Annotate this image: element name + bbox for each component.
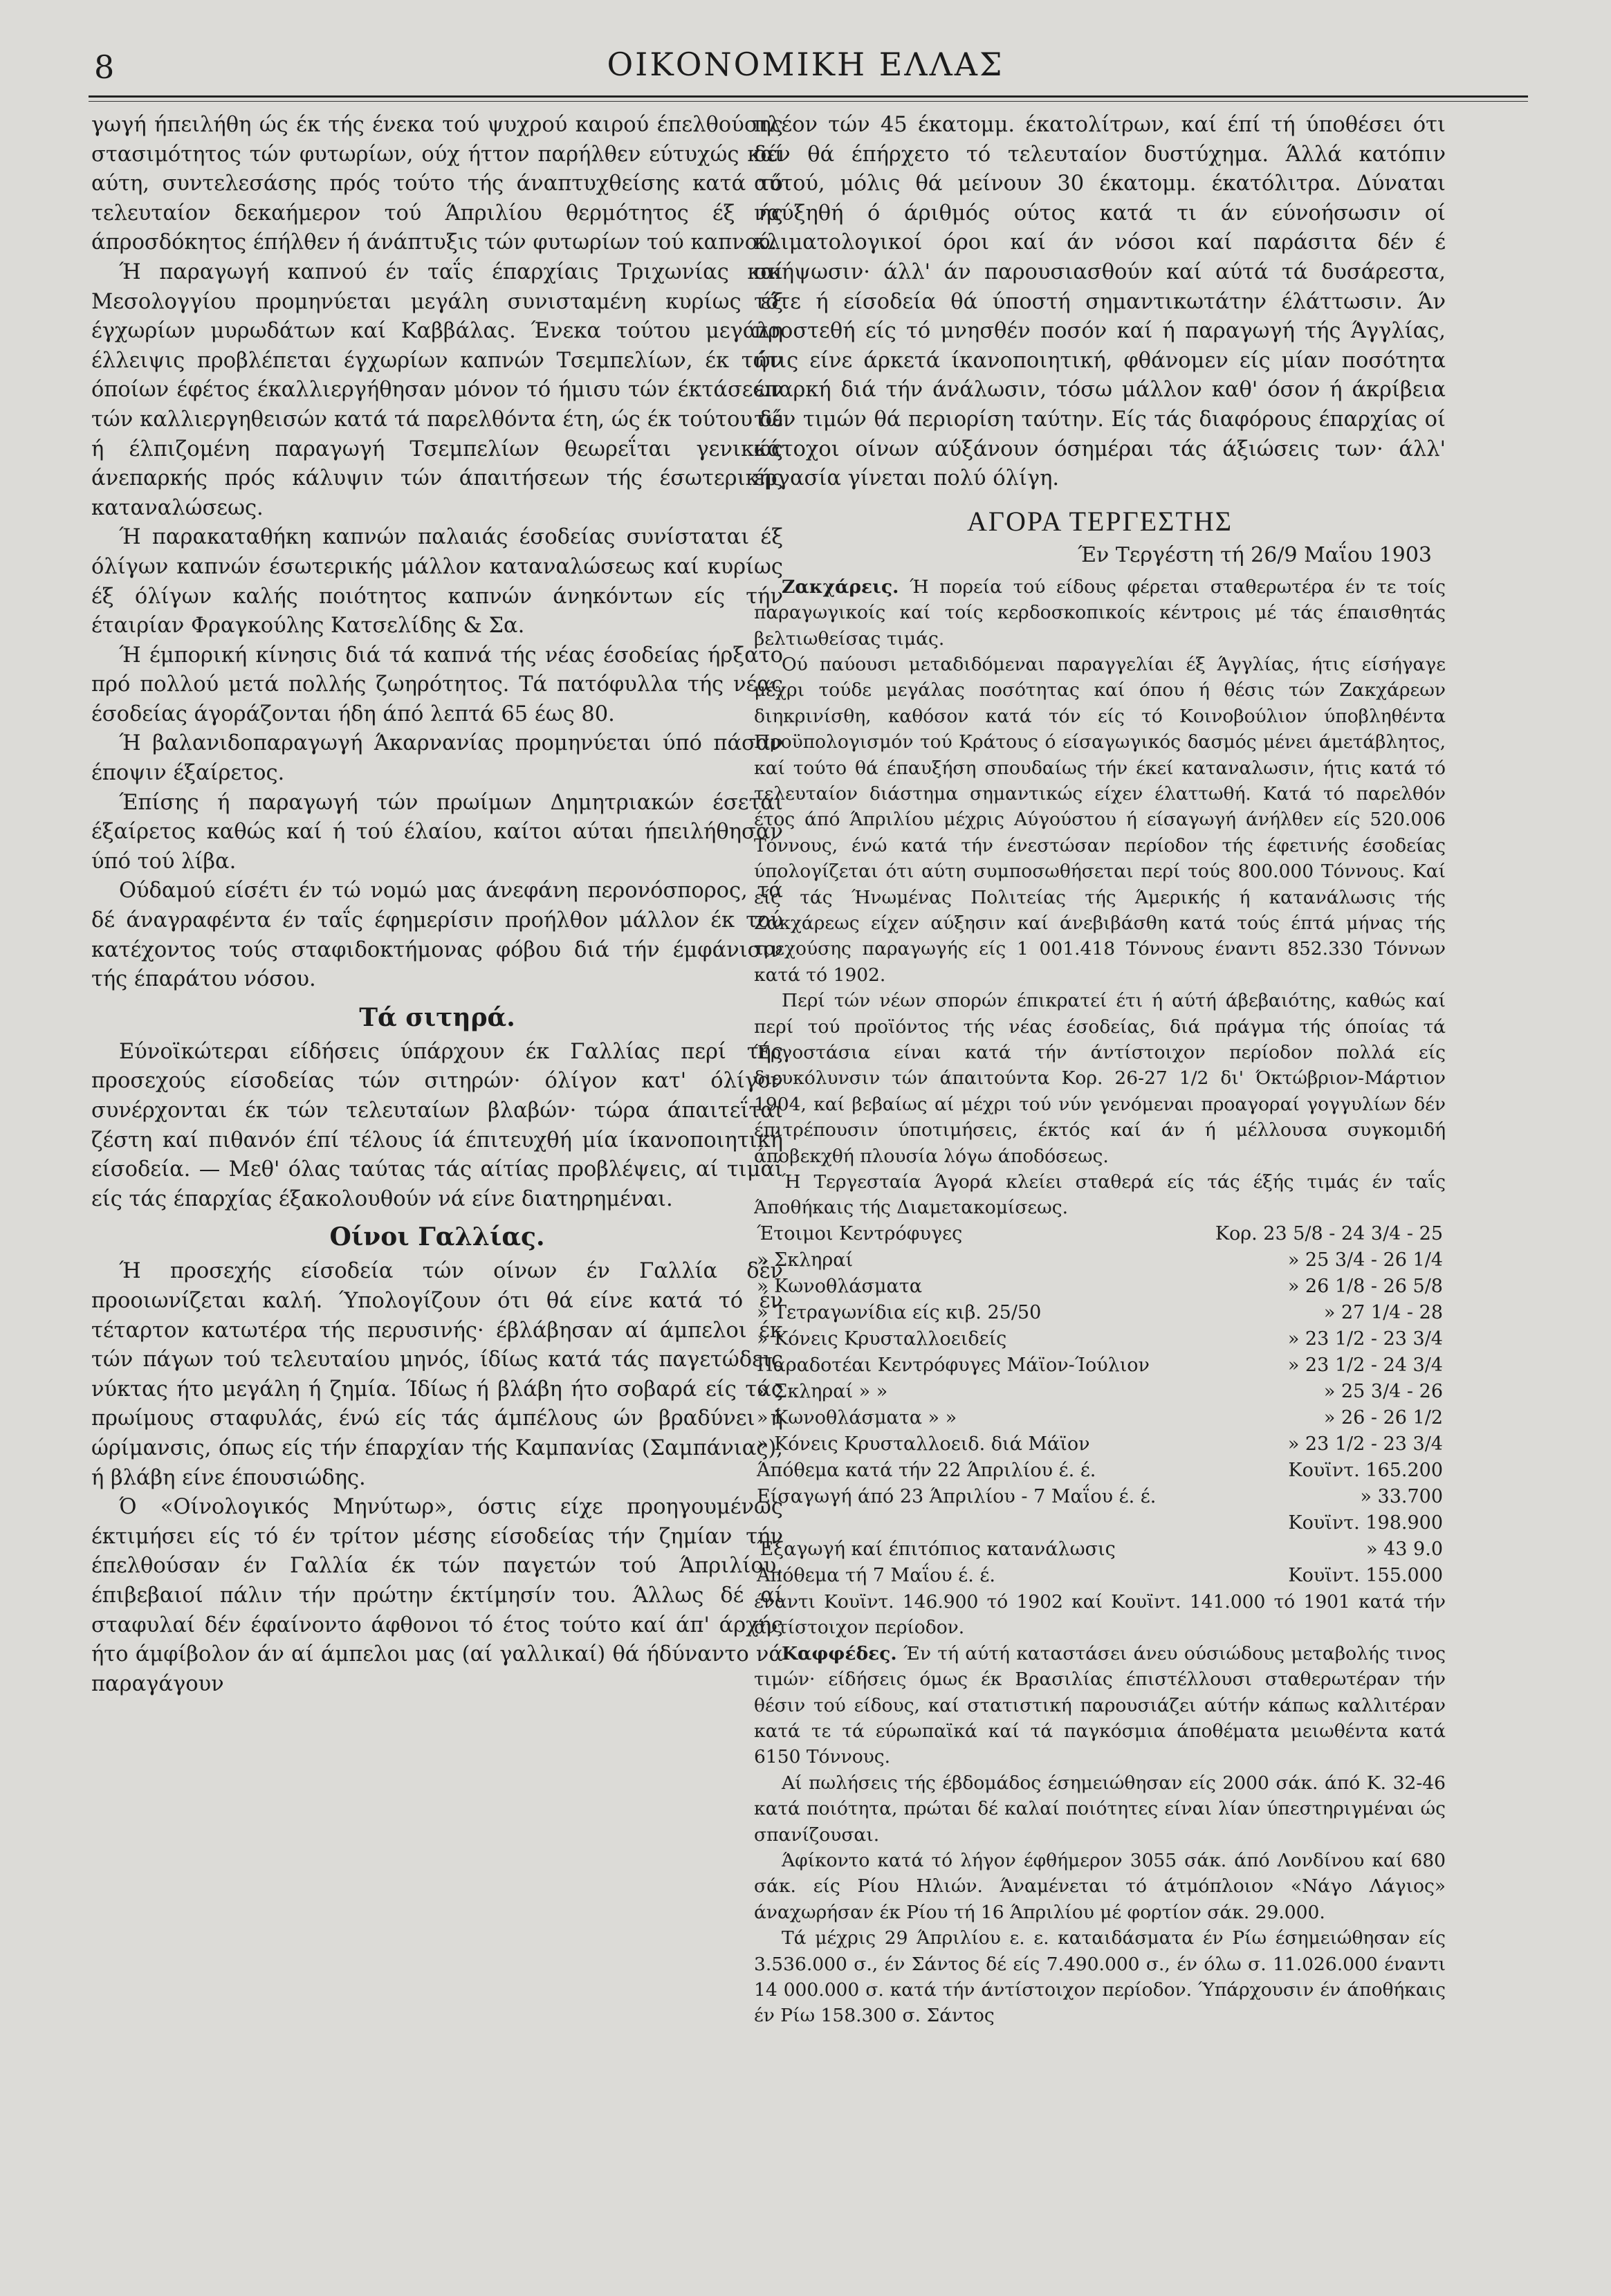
- table-row: [754, 1484, 1446, 1510]
- table-row: [754, 1300, 1446, 1326]
- paragraph: Ούδαμού είσέτι έν τώ νομώ μας άνεφάνη περονόσπορος, τά δέ άναγραφέντα έν ταΐς έφημερίσιν προήλθον μάλλον έκ τού κατέχοντος τούς σταφιδοκτήμονας φόβου διά τήν έμφάνισιν τής έπαράτου νόσου.: [91, 879, 783, 992]
- table-cell-value: » 33.700: [1360, 1485, 1443, 1507]
- lead-word: Ζακχάρεις.: [782, 576, 899, 598]
- table-cell-label: [754, 1510, 1183, 1536]
- table-cell-label: » Κόνεις Κρυσταλλοειδ. διά Μάϊον: [757, 1433, 1090, 1455]
- table-cell-label: Άπόθεμα τή 7 Μαΐου έ. έ.: [757, 1564, 996, 1586]
- section-heading: ΑΓΟΡΑ ΤΕΡΓΕΣΤΗΣ: [966, 505, 1233, 537]
- table-cell-label: » Κωνοθλάσματα » »: [757, 1406, 957, 1429]
- table-row: [754, 1274, 1446, 1300]
- table-cell-label: » Κωνοθλάσματα: [757, 1275, 922, 1297]
- table-row: [754, 1536, 1446, 1563]
- section-heading: Οίνοι Γαλλίας.: [329, 1222, 545, 1252]
- table-cell-value: » 26 - 26 1/2: [1323, 1406, 1443, 1429]
- table-row: [754, 1352, 1446, 1379]
- paragraph: Ή βαλανιδοπαραγωγή Άκαρνανίας προμηνύεται ύπό πάσαν έποψιν έξαίρετος.: [91, 731, 783, 786]
- paragraph: Ού παύουσι μεταδιδόμεναι παραγγελίαι έξ Άγγλίας, ήτις είσήγαγε μέχρι τούδε μεγάλας ποσότητας καί όπου ή θέσις τών Ζακχάρεων διηκρινίσθη, καθόσον κατά τόν είς τό Κοινοβούλιον ύποβληθέντα Προϋπολογισμόν τού Κράτους ό είσαγωγικός δασμός μένει άμετάβλητος, καί τούτο θά έπαυξήση σπουδαίως τήν έκεί καταναλωσιν, ήτις κατά τό τελευταίον διάστημα σημαντικώς είχεν έλαττωθή. Κατά τό παρελθόν έτος άπό Άπριλίου μέχρις Αύγούστου ή είσαγωγή άνήλθεν είς 520.006 Τόννους, ένώ κατά τήν ένεστώσαν περίοδον τής έφετινής έσοδείας ύπολογίζεται ότι αύτη συμποσωθήσεται περί τούς 800.000 Τόννους. Καί είς τάς Ήνωμένας Πολιτείας τής Άμερικής ή κατανάλωσις τής Ζακχάρεως είχεν αύξησιν καί άνεβιβάσθη κατά τούς έπτά μήνας τής τρεχούσης παραγωγής είς 1 001.418 Τόννους έναντι 852.330 Τόννων κατά τό 1902.: [754, 653, 1446, 986]
- table-cell-label: Άπόθεμα κατά τήν 22 Άπριλίου έ. έ.: [757, 1459, 1096, 1481]
- lead-word: Καφφέδες.: [782, 1642, 897, 1664]
- paragraph: Ή παρακαταθήκη καπνών παλαιάς έσοδείας συνίσταται έξ όλίγων καπνών έσωτερικής μάλλον καταναλώσεως καί κυρίως έξ όλίγων καλής ποιότητος καπνών άνηκόντων είς τήν έταιρίαν Φραγκούλης Κατσελίδης & Σα.: [91, 525, 783, 639]
- table-cell-label: » Τετραγωνίδια είς κιβ. 25/50: [757, 1301, 1042, 1323]
- table-row: [754, 1326, 1446, 1352]
- paragraph: Περί τών νέων σπορών έπικρατεί έτι ή αύτή άβεβαιότης, καθώς καί περί τού προϊόντος τής νέας έσοδείας, διά πράγμα τής όποίας τά Έργοστάσια είναι κατά τήν άντίστοιχον περίοδον πολλά είς διευκόλυνσιν τών άπαιτούντα Κορ. 26-27 1/2 δι' Όκτώβριον-Μάρτιον 1904, καί βεβαίως αί μέχρι τού νύν γενόμεναι προαγοραί γογγυλίων δέν έπιτρέπουσιν ύποτιμήσεις, έκτός καί άν ή μέλλουσα συγκομιδή άποβεκχθή πλουσία λόγω άποδόσεως.: [754, 990, 1446, 1167]
- paragraph: Τά μέχρις 29 Άπριλίου ε. ε. καταιδάσματα έν Ρίω έσημειώθησαν είς 3.536.000 σ., έν Σάντος δέ είς 7.490.000 σ., έν όλω σ. 11.026.000 έναντι 14 000.000 σ. κατά τήν άντίστοιχον περίοδον. Ύπάρχουσιν έν άποθήκαις έν Ρίω 158.300 σ. Σάντος: [754, 1927, 1446, 2027]
- right-column: [754, 111, 1446, 2276]
- table-cell-value: » 23 1/2 - 23 3/4: [1287, 1433, 1443, 1455]
- table-cell-value: Κορ. 23 5/8 - 24 3/4 - 25: [1215, 1222, 1443, 1245]
- left-column: [91, 111, 783, 2276]
- table-cell-label: Έτοιμοι Κεντρόφυγες: [757, 1222, 963, 1245]
- table-row: [754, 1563, 1446, 1589]
- table-cell-label: Είσαγωγή άπό 23 Άπριλίου - 7 Μαΐου έ. έ.: [757, 1485, 1157, 1507]
- table-cell-value: » 23 1/2 - 23 3/4: [1287, 1328, 1443, 1350]
- paragraph-text: Έν τή αύτή καταστάσει άνευ ούσιώδους μεταβολής τινος τιμών· είδήσεις όμως έκ Βρασιλίας έπιστέλλουσι σταθερωτέραν τήν θέσιν τού είδους, καί στατιστική παρουσιάζει αύτήν κάπως καλλιτέραν κατά τε τά εύρωπαϊκά καί τά παγκόσμια άποθέματα μειωθέντα κατά 6150 Τόννους.: [754, 1642, 1446, 1768]
- table-cell-value: Κουϊντ. 155.000: [1288, 1564, 1443, 1586]
- table-cell-value: » 26 1/8 - 26 5/8: [1287, 1275, 1443, 1297]
- page-title: ΟΙΚΟΝΟΜΙΚΗ ΕΛΛΑΣ: [607, 46, 1004, 83]
- section-heading: Τά σιτηρά.: [359, 1002, 515, 1032]
- paragraph: Ή παραγωγή καπνού έν ταΐς έπαρχίαις Τριχωνίας καί Μεσολογγίου προμηνύεται μεγάλη συνισταμένη κυρίως έξ έγχωρίων μυρωδάτων καί Καββάλας. Ένεκα τούτου μεγάλη έλλειψις προβλέπεται έγχωρίων καπνών Τσεμπελίων, έκ τών όποίων έφέτος έκαλλιεργήθησαν μόνον τό ήμισυ τών έκτάσεων τών καλλιεργηθεισών κατά τά παρελθόντα έτη, ώς έκ τούτου δέ ή έλπιζομένη παραγωγή Τσεμπελίων θεωρεΐται γενικώς άνεπαρκής πρός κάλυψιν τών άπαιτήσεων τής έσωτερικής καταναλώσεως.: [91, 259, 783, 520]
- dateline: Έν Τεργέστη τή 26/9 Μαΐου 1903: [1078, 542, 1432, 567]
- table-cell-value: Κουϊντ. 165.200: [1288, 1459, 1443, 1481]
- table-cell-label: Παραδοτέαι Κεντρόφυγες Μάϊον-Ίούλιον: [757, 1354, 1150, 1376]
- paragraph: Ή προσεχής είσοδεία τών οίνων έν Γαλλία δέν προοιωνίζεται καλή. Ύπολογίζουν ότι θά είνε κατά τό έν τέταρτον κατωτέρα τής περυσινής· έβλάβησαν αί άμπελοι έκ τών πάγων τού τελευταίου μηνός, ίδίως κατά τάς παγετώδεις νύκτας ήτο μεγάλη ή ζημία. Ίδίως ή βλάβη ήτο σοβαρά είς τάς πρωίμους σταφυλάς, ένώ είς τάς άμπέλους ών βραδύνει ή ώρίμανσις, όπως είς τήν έπαρχίαν τής Καμπανίας (Σαμπάνιας), ή βλάβη είνε έπουσιώδης.: [91, 1259, 783, 1490]
- paragraph: [754, 574, 1446, 652]
- header-rule-thin: [89, 101, 1528, 102]
- table-row: [754, 1405, 1446, 1431]
- page-number: 8: [94, 48, 116, 86]
- table-row: [754, 1247, 1446, 1274]
- header-rule: [89, 95, 1528, 98]
- paragraph: Εύνοϊκώτεραι είδήσεις ύπάρχουν έκ Γαλλίας περί τής προσεχούς είσοδείας τών σιτηρών· όλίγον κατ' όλίγον συνέρχονται έκ τών τελευταίων βλαβών· τώρα άπαιτεΐται ζέστη καί πιθανόν έπί τέλους ίά έπιτευχθή μία ίκανοποιητική είσοδεία. — Μεθ' όλας ταύτας τάς αίτίας προβλέψεις, αί τιμαί είς τάς έπαρχίας έξακολουθούν νά είνε διατηρημέναι.: [91, 1039, 783, 1211]
- price-table: [754, 1221, 1446, 1589]
- table-cell-label: Έξαγωγή καί έπιτόπιος κατανάλωσις: [757, 1538, 1116, 1560]
- table-cell-value: » 25 3/4 - 26: [1323, 1380, 1443, 1402]
- paragraph: έναντι Κουϊντ. 146.900 τό 1902 καί Κουϊντ. 141.000 τό 1901 κατά τήν άντίστοιχον περίοδον.: [754, 1590, 1446, 1639]
- paragraph: Άφίκοντο κατά τό λήγον έφθήμερον 3055 σάκ. άπό Λονδίνου καί 680 σάκ. είς Ρίου Ηλιών. Άναμένεται τό άτμόπλοιον «Νάγο Λάγιος» άναχωρήσαν έκ Ρίου τή 16 Άπριλίου μέ φορτίον σάκ. 29.000.: [754, 1849, 1446, 1923]
- paragraph: γωγή ήπειλήθη ώς έκ τής ένεκα τού ψυχρού καιρού έπελθούσης στασιμότητος τών φυτωρίων, ούχ ήττον παρήλθεν εύτυχώς καί αύτη, συντελεσάσης πρός τούτο τής άναπτυχθείσης κατά τό τελευταίον δεκαήμερον τού Άπριλίου θερμότητος έξ ής άπροσδόκητος έπήλθεν ή άνάπτυξις τών φυτωρίων τού καπνού.: [91, 113, 783, 255]
- table-cell-value: » 27 1/4 - 28: [1323, 1301, 1443, 1323]
- paragraph: πλέον τών 45 έκατομμ. έκατολίτρων, καί έπί τή ύποθέσει ότι δέν θά έπήρχετο τό τελευταίον δυστύχημα. Άλλά κατόπιν αύτού, μόλις θά μείνουν 30 έκατομμ. έκατόλιτρα. Δύναται ναύξηθή ό άριθμός ούτος κατά τι άν εύνοήσωσιν οί κλιματολογικοί όροι καί άν νόσοι καί παράσιτα δέν έ σκήψωσιν· άλλ' άν παρουσιασθούν καί αύτά τά δυσάρεστα, τότε ή είσοδεία θά ύποστή σημαντικωτάτην έλάττωσιν. Άν προστεθή είς τό μνησθέν ποσόν καί ή παραγωγή τής Άγγλίας, ήτις είνε άρκετά ίκανοποιητική, φθάνομεν είς μίαν ποσότητα έπαρκή διά τήν άνάλωσιν, τόσω μάλλον καθ' όσον ή άκρίβεια τών τιμών θά περιορίση ταύτην. Είς τάς διαφόρους έπαρχίας οί κάτοχοι οίνων αύξάνουν όσημέραι τάς άξιώσεις των· άλλ' έργασία γίνεται πολύ όλίγη.: [754, 113, 1446, 491]
- paragraph-text: Ή πορεία τού είδους φέρεται σταθερωτέρα έν τε τοίς παραγωγικοίς καί τοίς κερδοσκοπικοίς κέντροις μέ τάς έπαισθητάς βελτιωθείσας τιμάς.: [754, 576, 1446, 650]
- table-row: [754, 1379, 1446, 1405]
- paragraph: Ό «Οίνολογικός Μηνύτωρ», όστις είχε προηγουμένως έκτιμήσει είς τό έν τρίτον μέσης είσοδείας τήν ζημίαν τήν έπελθούσαν έν Γαλλία έκ τών παγετών τού Άπριλίου, έπιβεβαιοί πάλιν τήν πρώτην έκτίμησίν του. Άλλως δέ αί σταφυλαί δέν έφαίνοντο άφθονοι τό έτος τούτο καί άπ' άρχής ήτο άμφίβολον άν αί άμπελοι μας (αί γαλλικαί) θά ήδύναντο νά παραγάγουν: [91, 1495, 783, 1696]
- table-cell-label: » Σκληραί: [757, 1249, 854, 1271]
- table-cell-label: » Κόνεις Κρυσταλλοειδείς: [757, 1328, 1007, 1350]
- table-cell-value: » 25 3/4 - 26 1/4: [1287, 1249, 1443, 1271]
- table-cell-label: » Σκληραί » »: [757, 1380, 888, 1402]
- paragraph: Έπίσης ή παραγωγή τών πρωίμων Δημητριακών έσεται έξαίρετος καθώς καί ή τού έλαίου, καίτοι αύται ήπειλήθησαν ύπό τού λίβα.: [91, 790, 783, 874]
- paragraph: [754, 1641, 1446, 1770]
- table-cell-value: » 23 1/2 - 24 3/4: [1287, 1354, 1443, 1376]
- table-row: [754, 1458, 1446, 1484]
- paragraph: Αί πωλήσεις τής έβδομάδος έσημειώθησαν είς 2000 σάκ. άπό Κ. 32-46 κατά ποιότητα, πρώται δέ καλαί ποιότητες είναι λίαν ύπεστηριγμέναι ώς σπανίζουσαι.: [754, 1772, 1446, 1846]
- table-row: [754, 1221, 1446, 1247]
- table-row: [754, 1510, 1446, 1536]
- paragraph: Ή Τεργεσταία Άγορά κλείει σταθερά είς τάς έξής τιμάς έν ταΐς Άποθήκαις τής Διαμετακομίσεως.: [754, 1171, 1446, 1219]
- paragraph: Ή έμπορική κίνησις διά τά καπνά τής νέας έσοδείας ήρξατο πρό πολλού μετά πολλής ζωηρότητος. Τά πατόφυλλα τής νέας έσοδείας άγοράζονται ήδη άπό λεπτά 65 έως 80.: [91, 643, 783, 726]
- table-cell-value: » 43 9.0: [1366, 1538, 1443, 1560]
- table-cell-value: Κουϊντ. 198.900: [1288, 1512, 1443, 1534]
- table-row: [754, 1431, 1446, 1458]
